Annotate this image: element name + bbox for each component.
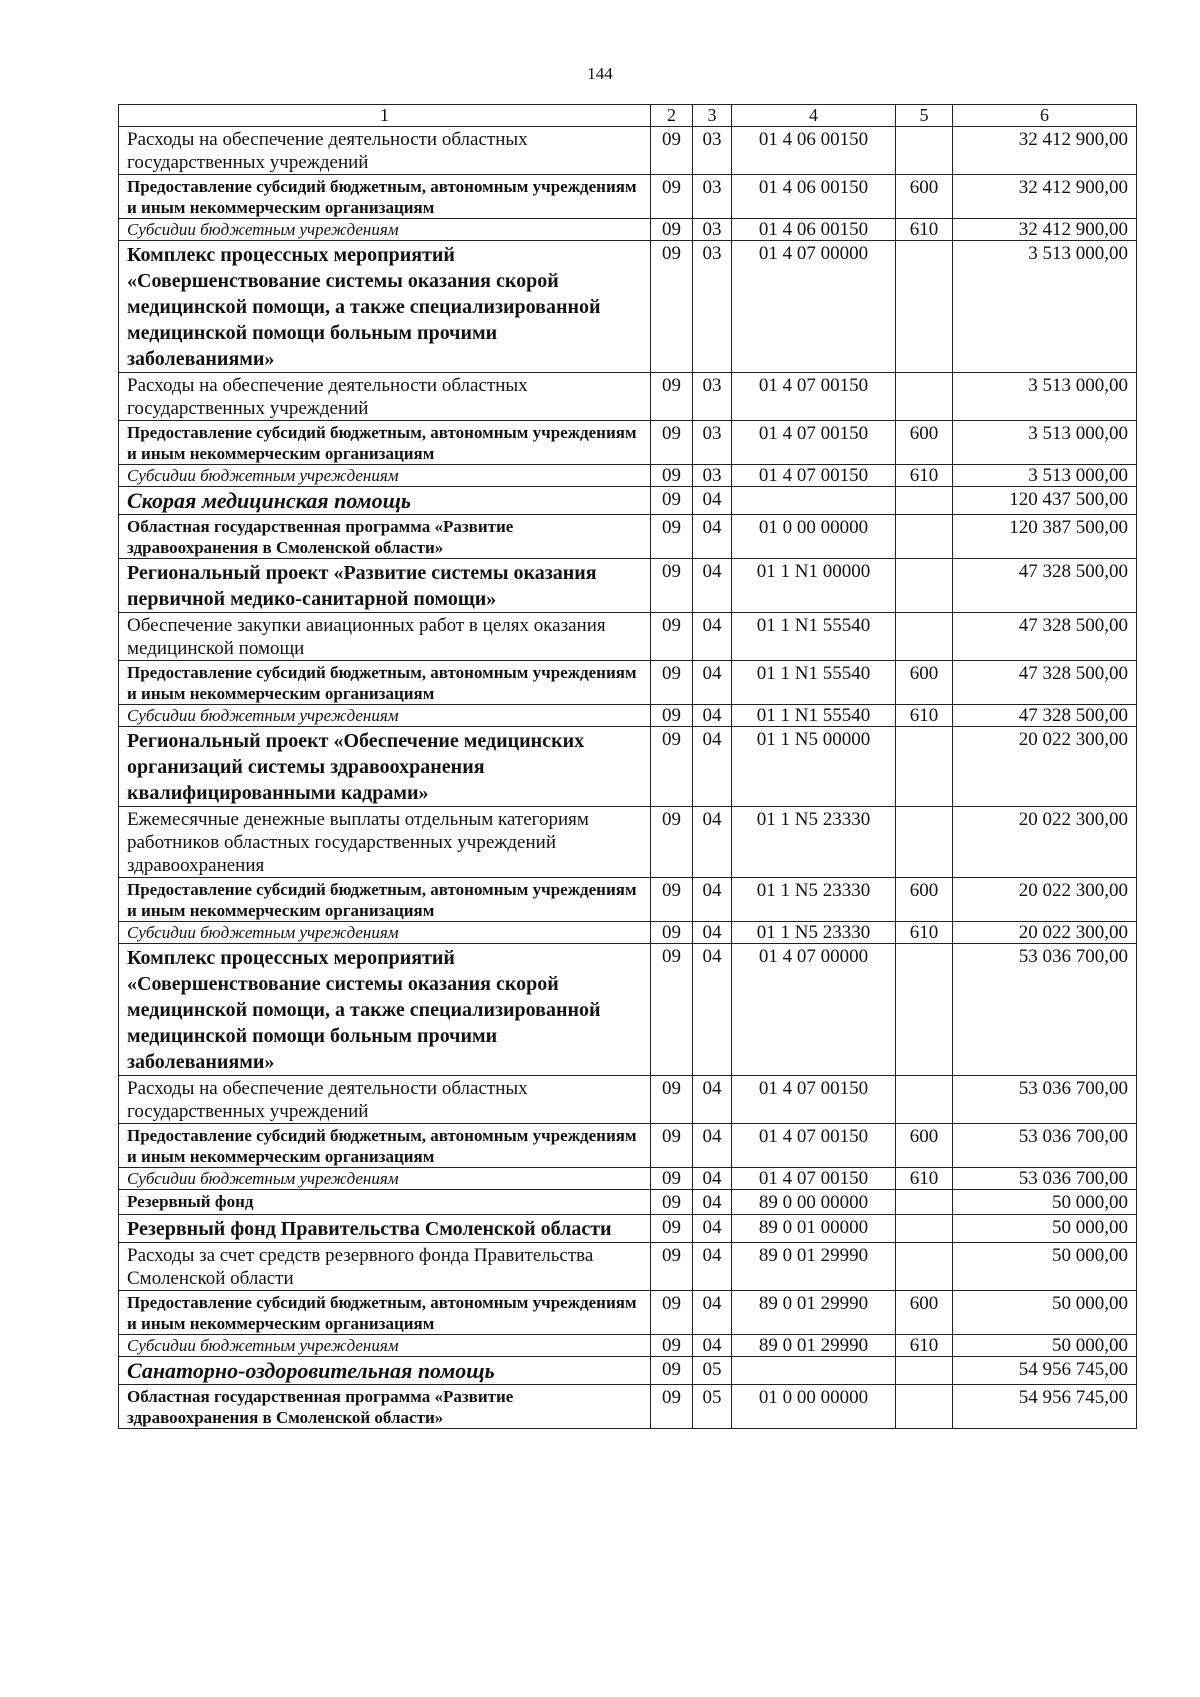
row-subsection-code: 03 — [693, 127, 732, 175]
row-expense-type: 600 — [896, 1124, 953, 1168]
row-target-article: 89 0 01 00000 — [732, 1215, 896, 1243]
row-amount: 47 328 500,00 — [953, 559, 1137, 613]
row-amount: 50 000,00 — [953, 1335, 1137, 1357]
row-amount: 32 412 900,00 — [953, 175, 1137, 219]
row-amount: 53 036 700,00 — [953, 1168, 1137, 1190]
table-row — [119, 1124, 1137, 1168]
row-subsection-code: 04 — [693, 1168, 732, 1190]
row-name: Резервный фонд — [119, 1190, 651, 1215]
table-row — [119, 127, 1137, 175]
table-row — [119, 1335, 1137, 1357]
row-subsection-code: 04 — [693, 613, 732, 661]
row-name: Предоставление субсидий бюджетным, автономным учреждениям и иным некоммерческим организациям — [119, 175, 651, 219]
row-name: Расходы на обеспечение деятельности областных государственных учреждений — [119, 373, 651, 421]
row-subsection-code: 03 — [693, 175, 732, 219]
row-name: Областная государственная программа «Развитие здравоохранения в Смоленской области» — [119, 1385, 651, 1429]
row-subsection-code: 04 — [693, 559, 732, 613]
row-section-code: 09 — [651, 922, 693, 944]
row-subsection-code: 05 — [693, 1357, 732, 1385]
row-subsection-code: 04 — [693, 1243, 732, 1291]
row-expense-type: 600 — [896, 175, 953, 219]
row-amount: 50 000,00 — [953, 1291, 1137, 1335]
row-name: Санаторно-оздоровительная помощь — [119, 1357, 651, 1385]
row-subsection-code: 04 — [693, 515, 732, 559]
row-amount: 3 513 000,00 — [953, 241, 1137, 373]
row-target-article: 01 4 07 00150 — [732, 1076, 896, 1124]
row-amount: 20 022 300,00 — [953, 727, 1137, 807]
row-amount: 3 513 000,00 — [953, 465, 1137, 487]
row-subsection-code: 05 — [693, 1385, 732, 1429]
header-col-2: 2 — [651, 105, 693, 127]
row-expense-type: 610 — [896, 1335, 953, 1357]
table-row — [119, 373, 1137, 421]
table-row — [119, 465, 1137, 487]
header-row — [119, 105, 1137, 127]
row-section-code: 09 — [651, 559, 693, 613]
row-section-code: 09 — [651, 1243, 693, 1291]
row-section-code: 09 — [651, 1168, 693, 1190]
row-section-code: 09 — [651, 1190, 693, 1215]
row-amount: 20 022 300,00 — [953, 807, 1137, 878]
row-section-code: 09 — [651, 373, 693, 421]
row-name: Субсидии бюджетным учреждениям — [119, 705, 651, 727]
row-amount: 47 328 500,00 — [953, 705, 1137, 727]
row-amount: 3 513 000,00 — [953, 373, 1137, 421]
row-target-article: 01 1 N5 23330 — [732, 922, 896, 944]
row-subsection-code: 04 — [693, 922, 732, 944]
table-row — [119, 1190, 1137, 1215]
row-subsection-code: 03 — [693, 219, 732, 241]
row-name: Обеспечение закупки авиационных работ в целях оказания медицинской помощи — [119, 613, 651, 661]
row-expense-type — [896, 515, 953, 559]
row-subsection-code: 04 — [693, 1291, 732, 1335]
row-amount: 20 022 300,00 — [953, 878, 1137, 922]
row-name: Субсидии бюджетным учреждениям — [119, 1335, 651, 1357]
table-row — [119, 1357, 1137, 1385]
row-target-article: 89 0 01 29990 — [732, 1335, 896, 1357]
header-col-4: 4 — [732, 105, 896, 127]
table-row — [119, 944, 1137, 1076]
row-target-article: 01 4 07 00150 — [732, 373, 896, 421]
table-row — [119, 1291, 1137, 1335]
table-row — [119, 922, 1137, 944]
table-row — [119, 559, 1137, 613]
row-expense-type: 610 — [896, 922, 953, 944]
row-section-code: 09 — [651, 1124, 693, 1168]
row-target-article: 01 4 07 00150 — [732, 465, 896, 487]
row-name: Региональный проект «Развитие системы оказания первичной медико-санитарной помощи» — [119, 559, 651, 613]
table-row — [119, 1215, 1137, 1243]
row-amount: 120 437 500,00 — [953, 487, 1137, 515]
row-expense-type — [896, 1190, 953, 1215]
row-name: Комплекс процессных мероприятий «Совершенствование системы оказания скорой медицинской помощи, а также специализированной медицинской помощи больным прочими заболеваниями» — [119, 241, 651, 373]
row-name: Субсидии бюджетным учреждениям — [119, 922, 651, 944]
row-name: Предоставление субсидий бюджетным, автономным учреждениям и иным некоммерческим организациям — [119, 421, 651, 465]
row-section-code: 09 — [651, 241, 693, 373]
row-amount: 50 000,00 — [953, 1215, 1137, 1243]
table-row — [119, 1385, 1137, 1429]
table-row — [119, 1168, 1137, 1190]
row-target-article: 01 1 N1 55540 — [732, 613, 896, 661]
row-subsection-code: 04 — [693, 1076, 732, 1124]
row-section-code: 09 — [651, 727, 693, 807]
header-col-5: 5 — [896, 105, 953, 127]
row-target-article: 01 0 00 00000 — [732, 515, 896, 559]
row-expense-type: 610 — [896, 219, 953, 241]
row-name: Субсидии бюджетным учреждениям — [119, 1168, 651, 1190]
row-subsection-code: 03 — [693, 465, 732, 487]
row-subsection-code: 03 — [693, 373, 732, 421]
table-row — [119, 807, 1137, 878]
row-amount: 20 022 300,00 — [953, 922, 1137, 944]
row-amount: 47 328 500,00 — [953, 613, 1137, 661]
row-section-code: 09 — [651, 421, 693, 465]
row-name: Предоставление субсидий бюджетным, автономным учреждениям и иным некоммерческим организациям — [119, 1291, 651, 1335]
row-subsection-code: 03 — [693, 421, 732, 465]
row-name: Предоставление субсидий бюджетным, автономным учреждениям и иным некоммерческим организациям — [119, 661, 651, 705]
row-section-code: 09 — [651, 515, 693, 559]
row-name: Ежемесячные денежные выплаты отдельным категориям работников областных государственных учреждений здравоохранения — [119, 807, 651, 878]
row-section-code: 09 — [651, 1215, 693, 1243]
row-target-article: 01 1 N1 55540 — [732, 661, 896, 705]
row-section-code: 09 — [651, 175, 693, 219]
row-target-article: 01 4 06 00150 — [732, 175, 896, 219]
row-target-article: 01 0 00 00000 — [732, 1385, 896, 1429]
row-section-code: 09 — [651, 487, 693, 515]
row-amount: 50 000,00 — [953, 1243, 1137, 1291]
row-expense-type — [896, 373, 953, 421]
row-name: Комплекс процессных мероприятий «Совершенствование системы оказания скорой медицинской помощи, а также специализированной медицинской помощи больным прочими заболеваниями» — [119, 944, 651, 1076]
row-expense-type — [896, 944, 953, 1076]
row-expense-type — [896, 127, 953, 175]
row-target-article: 01 1 N1 00000 — [732, 559, 896, 613]
row-section-code: 09 — [651, 613, 693, 661]
row-name: Расходы на обеспечение деятельности областных государственных учреждений — [119, 127, 651, 175]
row-section-code: 09 — [651, 807, 693, 878]
row-expense-type — [896, 1243, 953, 1291]
row-target-article: 01 4 07 00000 — [732, 241, 896, 373]
header-col-6: 6 — [953, 105, 1137, 127]
row-target-article: 01 4 07 00150 — [732, 1168, 896, 1190]
row-expense-type: 600 — [896, 878, 953, 922]
row-amount: 32 412 900,00 — [953, 127, 1137, 175]
row-amount: 32 412 900,00 — [953, 219, 1137, 241]
row-amount: 50 000,00 — [953, 1190, 1137, 1215]
row-subsection-code: 04 — [693, 878, 732, 922]
row-subsection-code: 04 — [693, 705, 732, 727]
row-amount: 53 036 700,00 — [953, 944, 1137, 1076]
row-amount: 53 036 700,00 — [953, 1076, 1137, 1124]
row-amount: 54 956 745,00 — [953, 1357, 1137, 1385]
row-target-article: 01 1 N5 00000 — [732, 727, 896, 807]
row-target-article: 01 4 07 00000 — [732, 944, 896, 1076]
row-expense-type — [896, 241, 953, 373]
row-subsection-code: 04 — [693, 807, 732, 878]
row-section-code: 09 — [651, 1291, 693, 1335]
row-section-code: 09 — [651, 944, 693, 1076]
row-section-code: 09 — [651, 878, 693, 922]
row-target-article — [732, 487, 896, 515]
row-subsection-code: 04 — [693, 944, 732, 1076]
row-expense-type — [896, 1385, 953, 1429]
table-row — [119, 727, 1137, 807]
row-expense-type: 610 — [896, 465, 953, 487]
row-target-article: 01 1 N5 23330 — [732, 807, 896, 878]
row-subsection-code: 04 — [693, 661, 732, 705]
row-target-article: 01 4 06 00150 — [732, 127, 896, 175]
row-target-article: 01 4 07 00150 — [732, 421, 896, 465]
row-name: Расходы за счет средств резервного фонда Правительства Смоленской области — [119, 1243, 651, 1291]
row-amount: 120 387 500,00 — [953, 515, 1137, 559]
row-target-article: 89 0 01 29990 — [732, 1291, 896, 1335]
row-subsection-code: 04 — [693, 1335, 732, 1357]
table-row — [119, 661, 1137, 705]
row-target-article: 01 1 N5 23330 — [732, 878, 896, 922]
row-target-article: 01 4 06 00150 — [732, 219, 896, 241]
row-name: Областная государственная программа «Развитие здравоохранения в Смоленской области» — [119, 515, 651, 559]
row-amount: 3 513 000,00 — [953, 421, 1137, 465]
budget-table — [118, 104, 1137, 1429]
header-col-1: 1 — [119, 105, 651, 127]
table-row — [119, 878, 1137, 922]
row-section-code: 09 — [651, 127, 693, 175]
row-name: Предоставление субсидий бюджетным, автономным учреждениям и иным некоммерческим организациям — [119, 878, 651, 922]
row-expense-type — [896, 487, 953, 515]
row-expense-type: 600 — [896, 1291, 953, 1335]
row-name: Предоставление субсидий бюджетным, автономным учреждениям и иным некоммерческим организациям — [119, 1124, 651, 1168]
table-row — [119, 515, 1137, 559]
page-number: 144 — [587, 64, 613, 83]
row-section-code: 09 — [651, 1335, 693, 1357]
row-name: Расходы на обеспечение деятельности областных государственных учреждений — [119, 1076, 651, 1124]
row-target-article — [732, 1357, 896, 1385]
row-expense-type: 600 — [896, 421, 953, 465]
header-col-3: 3 — [693, 105, 732, 127]
row-name: Региональный проект «Обеспечение медицинских организаций системы здравоохранения квалифицированными кадрами» — [119, 727, 651, 807]
row-subsection-code: 04 — [693, 727, 732, 807]
row-section-code: 09 — [651, 705, 693, 727]
table-row — [119, 1076, 1137, 1124]
row-expense-type — [896, 727, 953, 807]
row-section-code: 09 — [651, 1357, 693, 1385]
row-target-article: 89 0 01 29990 — [732, 1243, 896, 1291]
row-expense-type: 610 — [896, 705, 953, 727]
row-expense-type — [896, 1076, 953, 1124]
row-section-code: 09 — [651, 1385, 693, 1429]
row-expense-type — [896, 559, 953, 613]
row-subsection-code: 04 — [693, 1190, 732, 1215]
row-name: Субсидии бюджетным учреждениям — [119, 465, 651, 487]
row-expense-type: 600 — [896, 661, 953, 705]
table-row — [119, 705, 1137, 727]
row-amount: 53 036 700,00 — [953, 1124, 1137, 1168]
table-row — [119, 175, 1137, 219]
table-row — [119, 241, 1137, 373]
row-section-code: 09 — [651, 1076, 693, 1124]
row-subsection-code: 04 — [693, 1215, 732, 1243]
table-row — [119, 219, 1137, 241]
table-row — [119, 613, 1137, 661]
row-expense-type — [896, 1357, 953, 1385]
row-expense-type: 610 — [896, 1168, 953, 1190]
table-body — [119, 127, 1137, 1429]
row-subsection-code: 03 — [693, 241, 732, 373]
row-expense-type — [896, 613, 953, 661]
table-row — [119, 421, 1137, 465]
row-target-article: 01 1 N1 55540 — [732, 705, 896, 727]
row-subsection-code: 04 — [693, 487, 732, 515]
table-row — [119, 487, 1137, 515]
row-section-code: 09 — [651, 219, 693, 241]
row-name: Скорая медицинская помощь — [119, 487, 651, 515]
row-name: Субсидии бюджетным учреждениям — [119, 219, 651, 241]
row-amount: 54 956 745,00 — [953, 1385, 1137, 1429]
row-expense-type — [896, 807, 953, 878]
row-amount: 47 328 500,00 — [953, 661, 1137, 705]
row-expense-type — [896, 1215, 953, 1243]
row-target-article: 01 4 07 00150 — [732, 1124, 896, 1168]
row-section-code: 09 — [651, 661, 693, 705]
table-row — [119, 1243, 1137, 1291]
row-name: Резервный фонд Правительства Смоленской области — [119, 1215, 651, 1243]
row-section-code: 09 — [651, 465, 693, 487]
row-target-article: 89 0 00 00000 — [732, 1190, 896, 1215]
row-subsection-code: 04 — [693, 1124, 732, 1168]
